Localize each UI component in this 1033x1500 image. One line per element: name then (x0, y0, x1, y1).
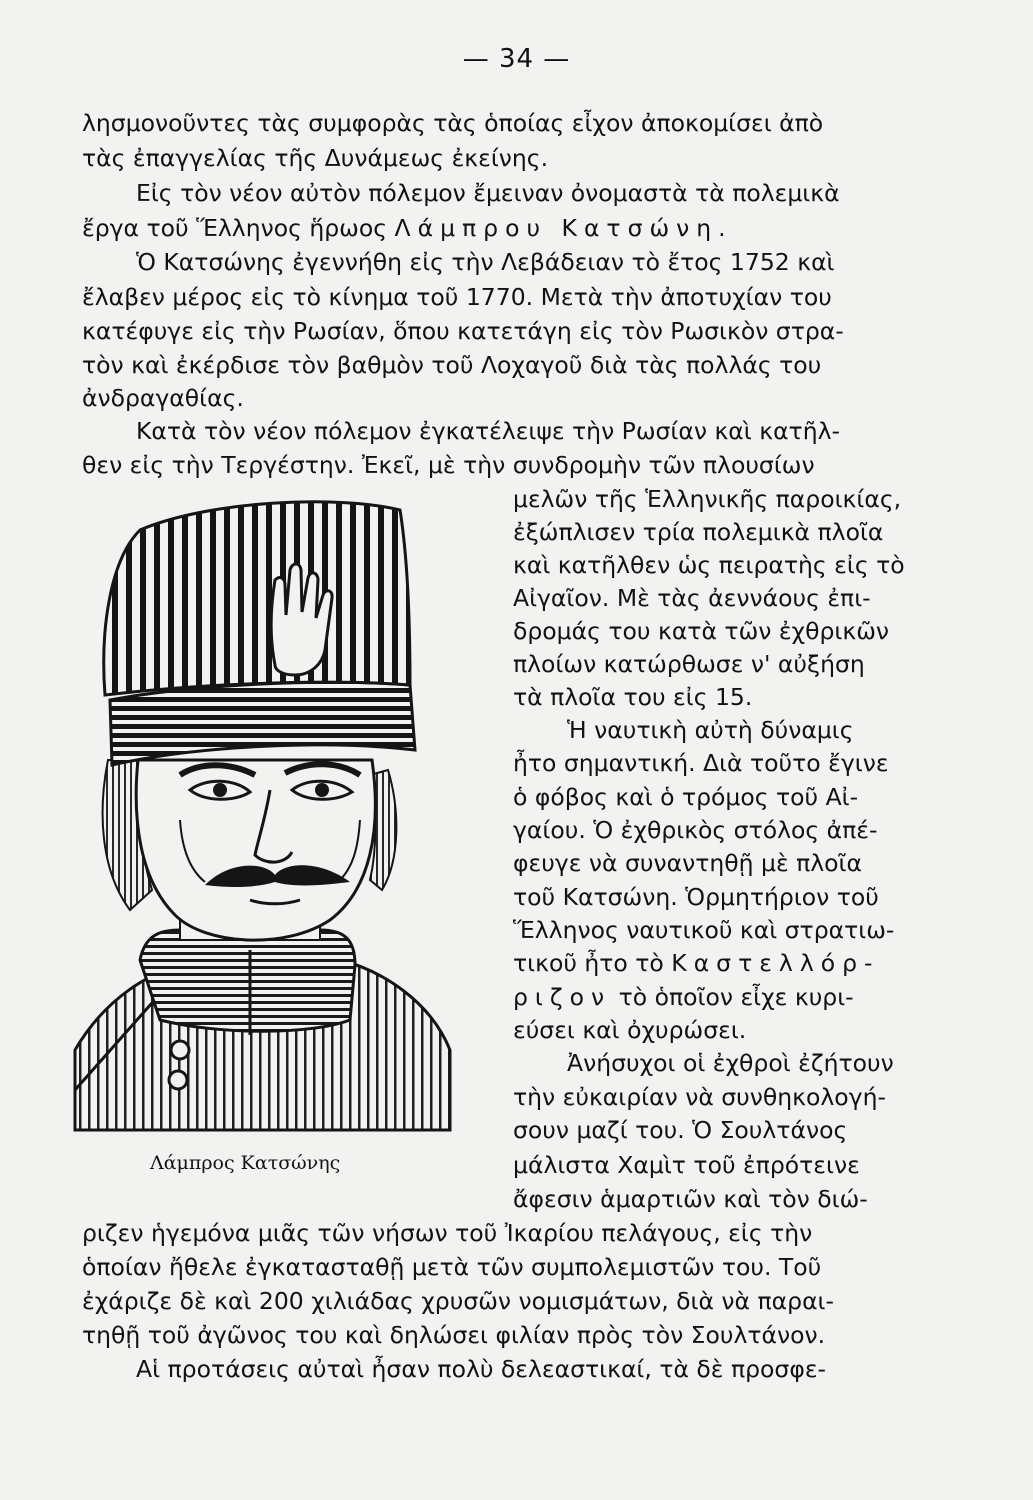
text-line: ἔλαβεν μέρος εἰς τὸ κίνημα τοῦ 1770. Μετὰ τὴν ἀποτυχίαν του (82, 283, 832, 311)
text-line: Ἡ ναυτικὴ αὐτὴ δύναμις (567, 716, 854, 744)
place-name: ριζον (513, 983, 612, 1011)
text-line: ἦτο σημαντική. Διὰ τοῦτο ἔγινε (513, 749, 889, 777)
text-line: τὴν εὐκαιρίαν νὰ συνθηκολογή- (513, 1083, 886, 1111)
text-line: πλοίων κατώρθωσε ν' αὐξήση (513, 650, 865, 678)
text-line: Κατὰ τὸν νέον πόλεμον ἐγκατέλειψε τὴν Ρωσίαν καὶ κατῆλ- (136, 417, 840, 445)
text-segment: ἔργα τοῦ Ἕλληνος ἥρωος (82, 214, 395, 242)
text-line: τηθῇ τοῦ ἀγῶνος του καὶ δηλώσει φιλίαν πρὸς τὸν Σουλτάνον. (82, 1321, 826, 1349)
text-line: εύσει καὶ ὀχυρώσει. (513, 1016, 747, 1044)
text-line: Ἀνήσυχοι οἱ ἐχθροὶ ἐζήτουν (567, 1049, 894, 1077)
text-line: γαίου. Ὁ ἐχθρικὸς στόλος ἀπέ- (513, 816, 878, 844)
portrait-caption: Λάμπρος Κατσώνης (150, 1152, 341, 1174)
portrait-engraving-icon (70, 490, 460, 1140)
text-line: καὶ κατῆλθεν ὡς πειρατὴς εἰς τὸ (513, 551, 905, 579)
place-name: Καστελλόρ- (671, 949, 880, 977)
text-line: Εἰς τὸν νέον αὐτὸν πόλεμον ἔμειναν ὀνομαστὰ τὰ πολεμικὰ (136, 179, 840, 207)
text-line: ἐξώπλισεν τρία πολεμικὰ πλοῖα (513, 518, 884, 546)
text-line: τὰ πλοῖα του εἰς 15. (513, 683, 753, 711)
text-line: τὸν καὶ ἐκέρδισε τὸν βαθμὸν τοῦ Λοχαγοῦ διὰ τὰς πολλάς του (82, 351, 822, 379)
text-line: δρομάς του κατὰ τῶν ἐχθρικῶν (513, 617, 890, 645)
text-line: κατέφυγε εἰς τὴν Ρωσίαν, ὅπου κατετάγη εἰς τὸν Ρωσικὸν στρα- (82, 317, 844, 345)
text-line: Αἱ προτάσεις αὐταὶ ἦσαν πολὺ δελεαστικαί, τὰ δὲ προσφε- (136, 1355, 827, 1383)
text-line: Αἰγαῖον. Μὲ τὰς ἀεννάους ἐπι- (513, 584, 871, 612)
hero-name: Λάμπρου Κατσώνη (394, 214, 719, 242)
page-number: — 34 — (462, 44, 571, 74)
text-line (82, 211, 726, 245)
text-line: ὁποίαν ἤθελε ἐγκατασταθῇ μετὰ τῶν συμπολεμιστῶν του. Τοῦ (82, 1253, 822, 1281)
text-line: Ὁ Κατσώνης ἐγεννήθη εἰς τὴν Λεβάδειαν τὸ ἔτος 1752 καὶ (136, 248, 835, 276)
text-line: ἄφεσιν ἁμαρτιῶν καὶ τὸν διώ- (513, 1185, 868, 1213)
text-line: τοῦ Κατσώνη. Ὁρμητήριον τοῦ (513, 883, 879, 911)
text-line: φευγε νὰ συναντηθῇ μὲ πλοῖα (513, 849, 862, 877)
text-line: μελῶν τῆς Ἑλληνικῆς παροικίας, (513, 485, 902, 513)
text-line: ἀνδραγαθίας. (82, 384, 244, 412)
text-line: ὁ φόβος καὶ ὁ τρόμος τοῦ Αἰ- (513, 783, 859, 811)
text-line: ριζεν ἡγεμόνα μιᾶς τῶν νήσων τοῦ Ἰκαρίου πελάγους, εἰς τὴν (82, 1219, 813, 1247)
text-line: σουν μαζί του. Ὁ Σουλτάνος (513, 1116, 848, 1144)
text-line: τὰς ἐπαγγελίας τῆς Δυνάμεως ἐκείνης. (82, 144, 549, 172)
text-line: λησμονοῦντες τὰς συμφορὰς τὰς ὁποίας εἶχον ἀποκομίσει ἀπὸ (82, 109, 824, 137)
text-line (513, 980, 854, 1014)
text-line: θεν εἰς τὴν Τεργέστην. Ἐκεῖ, μὲ τὴν συνδρομὴν τῶν πλουσίων (82, 451, 815, 479)
text-segment: τικοῦ ἦτο τὸ (513, 949, 672, 977)
text-line (513, 946, 880, 980)
text-line: ἐχάριζε δὲ καὶ 200 χιλιάδας χρυσῶν νομισμάτων, διὰ νὰ παραι- (82, 1287, 834, 1315)
text-segment: τὸ ὁποῖον εἶχε κυρι- (611, 983, 854, 1011)
text-segment: . (718, 214, 726, 242)
text-line: μάλιστα Χαμὶτ τοῦ ἐπρότεινε (513, 1151, 860, 1179)
text-line: Ἕλληνος ναυτικοῦ καὶ στρατιω- (513, 916, 895, 944)
